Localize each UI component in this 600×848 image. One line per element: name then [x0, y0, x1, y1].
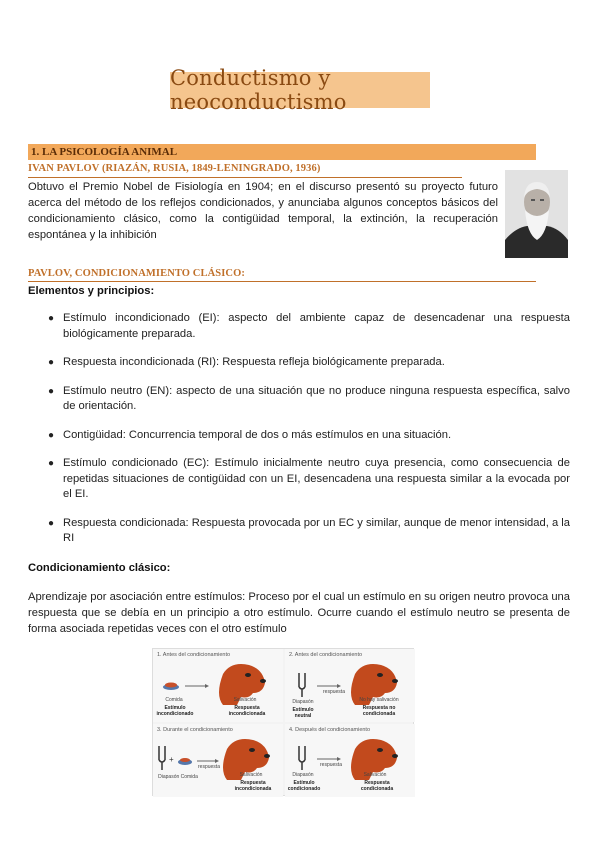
diagram-panel-4: 4. Después del condicionamiento respuesta Diapasón Estímulo condicionado Salivación Respuesta condicionada	[285, 724, 415, 797]
list-item: ● Contigüidad: Concurrencia temporal de dos o más estímulos en una situación.	[48, 428, 452, 441]
list-item: ● Estímulo neutro (EN): aspecto de una situación que no produce ninguna respuesta específica, salvo de orientación.	[48, 384, 570, 412]
diagram-panel-1: 1. Antes del condicionamiento Comida Estímulo incondicionado Salivación Respuesta incondicionada	[153, 649, 283, 722]
classical-heading-underline	[28, 281, 536, 282]
conditioning-diagram	[152, 648, 414, 796]
list-item: ● Estímulo condicionado (EC): Estímulo inicialmente neutro cuya presencia, como consecuencia de repetidas situaciones de contigüidad con un EI, desencadena una respuesta similar a la evocada por el EI.	[48, 457, 570, 500]
document-title: Conductismo y neoconductismo	[170, 66, 347, 114]
section-heading: 1. LA PSICOLOGÍA ANIMAL	[28, 144, 536, 160]
diagram-panel-3: 3. Durante el condicionamiento + respuesta Diapasón Comida Salivación Respuesta incondicionada	[153, 724, 283, 797]
pavlov-heading-underline	[28, 177, 462, 178]
list-item: ● Respuesta incondicionada (RI): Respuesta refleja biológicamente preparada.	[48, 356, 445, 368]
conditioning-label: Condicionamiento clásico:	[28, 562, 171, 574]
list-item: ● Estímulo incondicionado (EI): aspecto del ambiente capaz de desencadenar una respuesta biológicamente preparada.	[48, 312, 570, 340]
pavlov-portrait	[505, 170, 568, 258]
classical-heading: PAVLOV, CONDICIONAMIENTO CLÁSICO:	[28, 268, 245, 279]
pavlov-bio-text: Obtuvo el Premio Nobel de Fisiología en 1904; en el discurso presentó su proyecto futuro acerca del método de los reflejos condicionados, y anunciaba algunos conceptos básicos del condicionamiento clásico, como la contigüidad temporal, la extinción, la recuperación espontánea y la inhibición	[28, 181, 498, 241]
list-item: ● Respuesta condicionada: Respuesta provocada por un EC y similar, aunque de menor intensidad, a la RI	[48, 516, 570, 544]
conditioning-text: Aprendizaje por asociación entre estímulos: Proceso por el cual un estímulo en su origen neutro provoca una respuesta que se debía en un principio a otro estímulo. Ocurre cuando el estímulo neutro se presenta de forma asociada repetidas veces con el otro estímulo	[28, 591, 570, 635]
diagram-panel-2: 2. Antes del condicionamiento respuesta Diapasón Estímulo neutral No hay salivación Respuesta no condicionada	[285, 649, 415, 722]
elements-list	[38, 311, 570, 560]
document-title-box	[170, 66, 430, 114]
pavlov-heading: IVAN PAVLOV (RIAZÁN, RUSIA, 1849-LENINGRADO, 1936)	[28, 163, 321, 174]
elements-label: Elementos y principios:	[28, 285, 155, 297]
svg-text:+: +	[169, 755, 174, 764]
